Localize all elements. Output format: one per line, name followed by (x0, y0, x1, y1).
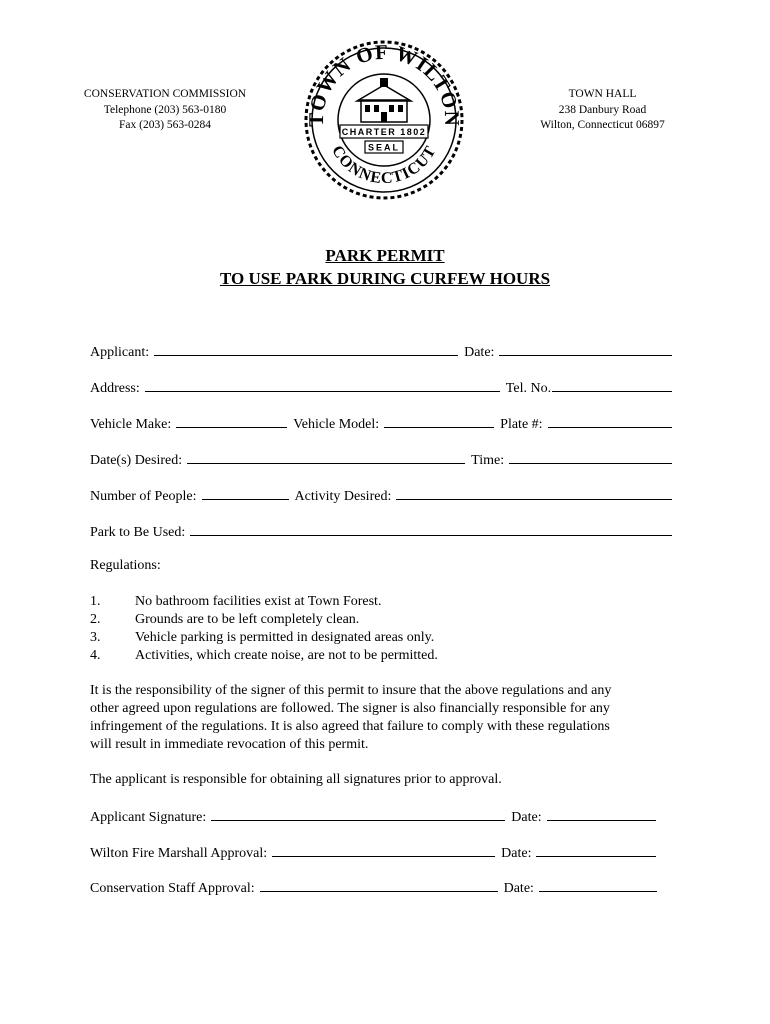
activity-field[interactable] (396, 487, 672, 500)
park-field[interactable] (190, 523, 672, 536)
town-hall-building-icon (357, 78, 411, 122)
dates-row (90, 451, 672, 469)
dates-desired-label: Date(s) Desired: (90, 453, 183, 468)
staff-approval-signature-field[interactable] (260, 879, 498, 892)
park-row (90, 523, 672, 541)
staff-approval-date-label: Date: (503, 881, 534, 896)
regulations-list (90, 593, 438, 665)
list-item: 3. Vehicle parking is permitted in designated areas only. (90, 630, 435, 645)
signatures-note: The applicant is responsible for obtaining all signatures prior to approval. (90, 772, 502, 787)
vehicle-make-field[interactable] (176, 415, 287, 428)
applicant-field[interactable] (154, 343, 458, 356)
applicant-signature-date-label: Date: (511, 810, 542, 825)
park-label: Park to Be Used: (90, 525, 186, 540)
responsibility-paragraph: It is the responsibility of the signer of this permit to insure that the above regulations and any other agreed upon regulations are followed. The signer is also financially responsible for any infringement of the regulations. It is also agreed that failure to comply with these regulations will result in immediate revocation of this permit. (90, 683, 612, 752)
svg-text:CHARTER 1802: CHARTER 1802 (341, 127, 427, 137)
number-of-people-field[interactable] (202, 487, 289, 500)
town-hall-label: TOWN HALL (568, 88, 637, 100)
tel-label: Tel. No. (505, 381, 552, 396)
fire-marshall-signature-field[interactable] (272, 844, 495, 857)
list-item: 4. Activities, which create noise, are not to be permitted. (90, 648, 438, 663)
commission-contact (70, 87, 260, 134)
page-subtitle: TO USE PARK DURING CURFEW HOURS (219, 269, 551, 288)
vehicle-model-label: Vehicle Model: (293, 417, 380, 432)
commission-fax: Fax (203) 563-0284 (119, 119, 211, 131)
date-label: Date: (464, 345, 495, 360)
vehicle-make-label: Vehicle Make: (90, 417, 172, 432)
staff-approval-label: Conservation Staff Approval: (90, 881, 255, 896)
address-label: Address: (90, 381, 140, 396)
svg-text:SEAL: SEAL (367, 142, 401, 153)
applicant-row (90, 343, 672, 361)
staff-approval-row (90, 879, 657, 897)
people-row (90, 487, 672, 505)
fire-marshall-row (90, 844, 656, 862)
date-field[interactable] (499, 343, 672, 356)
fire-marshall-date-label: Date: (501, 846, 532, 861)
list-item: 2. Grounds are to be left completely clean. (90, 612, 360, 627)
tel-field[interactable] (552, 379, 672, 392)
page-title: PARK PERMIT (325, 246, 445, 265)
dates-desired-field[interactable] (187, 451, 465, 464)
fire-marshall-date-field[interactable] (536, 844, 656, 857)
list-item: 1. No bathroom facilities exist at Town Forest. (90, 594, 382, 609)
applicant-signature-label: Applicant Signature: (90, 810, 207, 825)
town-hall-address (530, 87, 675, 134)
regulations-heading: Regulations: (90, 558, 161, 573)
applicant-label: Applicant: (90, 345, 150, 360)
time-field[interactable] (509, 451, 672, 464)
plate-field[interactable] (548, 415, 672, 428)
number-of-people-label: Number of People: (90, 489, 197, 504)
vehicle-model-field[interactable] (384, 415, 494, 428)
address-field[interactable] (145, 379, 500, 392)
svg-text:TOWN OF WILTON: TOWN OF WILTON (303, 39, 465, 128)
plate-label: Plate #: (500, 417, 543, 432)
svg-text:CONNECTICUT: CONNECTICUT (328, 142, 440, 188)
applicant-signature-field[interactable] (211, 808, 505, 821)
activity-label: Activity Desired: (294, 489, 392, 504)
fire-marshall-label: Wilton Fire Marshall Approval: (90, 846, 268, 861)
vehicle-row (90, 415, 672, 433)
street-address: 238 Danbury Road (558, 103, 647, 116)
applicant-signature-date-field[interactable] (547, 808, 656, 821)
commission-telephone: Telephone (203) 563-0180 (103, 103, 227, 116)
commission-name: CONSERVATION COMMISSION (83, 88, 247, 100)
address-row (90, 379, 672, 397)
city-state-zip: Wilton, Connecticut 06897 (540, 119, 665, 131)
staff-approval-date-field[interactable] (539, 879, 657, 892)
time-label: Time: (471, 453, 505, 468)
applicant-signature-row (90, 808, 656, 826)
town-seal-logo (303, 36, 465, 202)
